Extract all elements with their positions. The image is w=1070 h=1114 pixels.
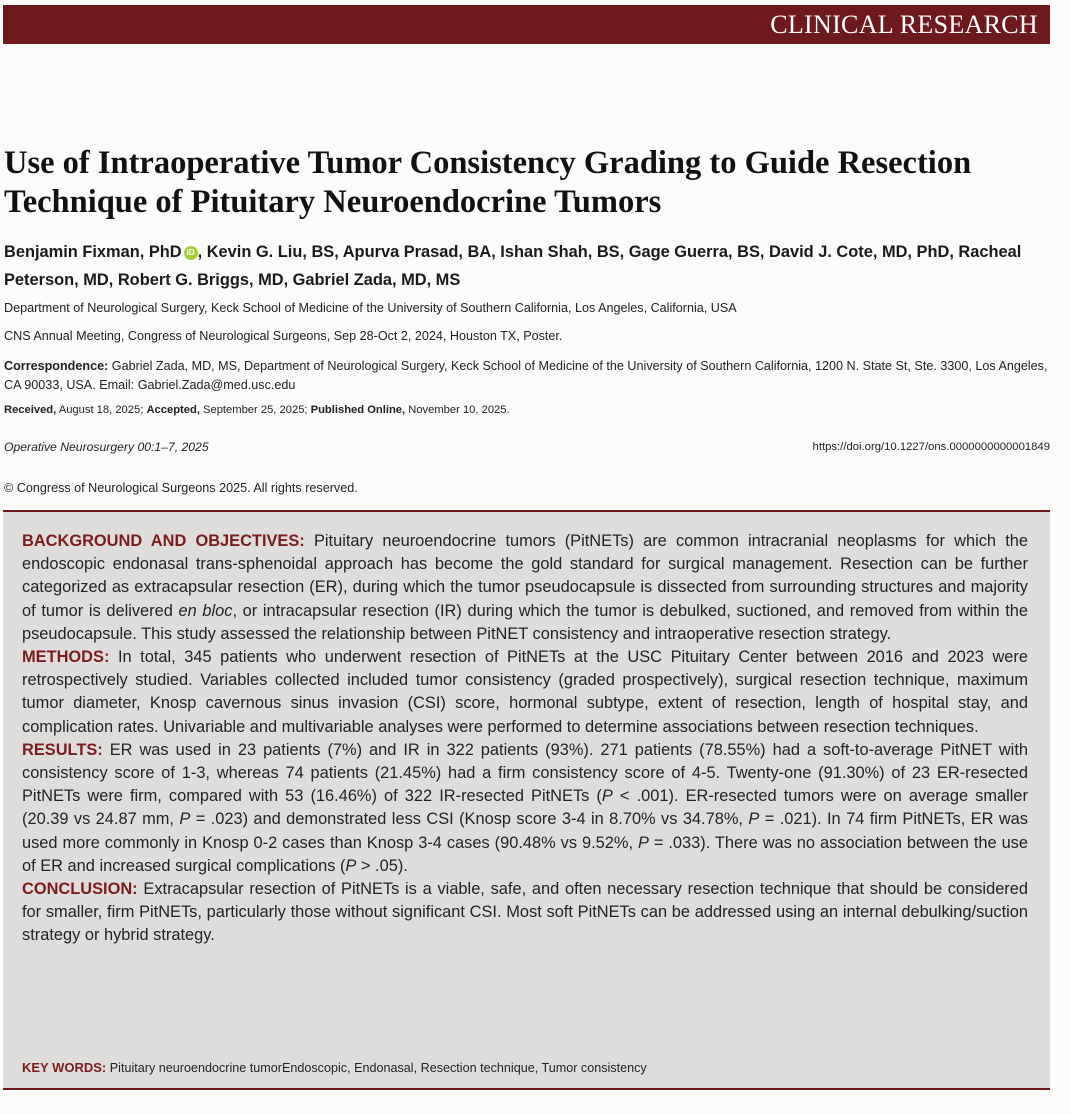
publication-dates — [4, 404, 510, 416]
p-value-symbol: P — [179, 810, 191, 829]
accepted-date: September 25, 2025; — [199, 404, 311, 416]
other-authors: , Kevin G. Liu, BS, Apurva Prasad, BA, Ishan Shah, BS, Gage Guerra, BS, David J. Cote, MD, PhD, Racheal Peterson, MD, Robert G. Briggs, MD, Gabriel Zada, MD, MS — [4, 243, 1022, 289]
correspondence-text: Gabriel Zada, MD, MS, Department of Neurological Surgery, Keck School of Medicine of the University of Southern California, 1200 N. State St, Ste. 3300, Los Angeles, CA 90033, USA. Email: Gabriel.Zada@med.usc.edu — [4, 359, 1048, 392]
received-label: Received, — [4, 404, 57, 416]
keywords — [22, 1060, 1028, 1075]
published-date: November 10, 2025. — [405, 404, 510, 416]
article-title: Use of Intraoperative Tumor Consistency Grading to Guide Resection Technique of Pituitary Neuroendocrine Tumors — [4, 145, 972, 220]
background-text-cont: , or intracapsular resection (IR) during which the tumor is debulked, suctioned, and removed from within the pseudocapsule. This study assessed the relationship between PitNET consistency and intraoperative resection strategy. — [22, 601, 1028, 643]
results-text: ER was used in 23 patients (7%) and IR in 322 patients (93%). 271 patients (78.55%) had a soft-to-average PitNET with consistency score of 1-3, whereas 74 patients (21.45%) had a firm consistency score of 4-5. Twenty-one (91.30%) of 23 ER-resected PitNETs were firm, compared with 53 (16.46%) of 322 IR-resected PitNETs ( — [22, 740, 1028, 806]
abstract-body — [22, 530, 1028, 948]
meeting-note: CNS Annual Meeting, Congress of Neurological Surgeons, Sep 28-Oct 2, 2024, Houston TX, Poster. — [4, 329, 563, 343]
background-label: BACKGROUND AND OBJECTIVES: — [22, 532, 305, 550]
doi-link[interactable]: https://doi.org/10.1227/ons.0000000000001849 — [812, 441, 1050, 453]
background-emphasis: en bloc — [178, 601, 233, 620]
methods-text: In total, 345 patients who underwent resection of PitNETs at the USC Pituitary Center between 2016 and 2023 were retrospectively studied. Variables collected included tumor consistency (graded prospectively), surgical resection technique, maximum tumor diameter, Knosp cavernous sinus invasion (CSI) score, hormonal subtype, extent of resection, length of hospital stay, and complication rates. Univariable and multivariable analyses were performed to determine associations between resection techniques. — [22, 648, 1028, 736]
correspondence — [4, 357, 1049, 394]
published-label: Published Online, — [310, 404, 406, 416]
conclusion-label: CONCLUSION: — [22, 880, 138, 899]
p-value-symbol: P — [601, 787, 613, 806]
affiliation: Department of Neurological Surgery, Keck School of Medicine of the University of Southern California, Los Angeles, California, USA — [4, 301, 737, 315]
received-date: August 18, 2025; — [56, 404, 147, 416]
keywords-label: KEY WORDS: — [22, 1060, 107, 1075]
accepted-label: Accepted, — [146, 404, 200, 416]
abstract-box — [3, 510, 1050, 1090]
results-text: = .033). There was no association between the use of ER and increased surgical complications ( — [22, 833, 1028, 875]
section-banner — [3, 5, 1050, 44]
conclusion-text: Extracapsular resection of PitNETs is a viable, safe, and often necessary resection technique that should be considered for smaller, firm PitNETs, particularly those without significant CSI. Most soft PitNETs can be addressed using an internal debulking/suction strategy or hybrid strategy. — [22, 880, 1028, 945]
orcid-icon[interactable]: iD — [184, 246, 198, 260]
results-text: = .021). In 74 firm PitNETs, ER was used more commonly in Knosp 0-2 cases than Knosp 3-4 cases (90.48% vs 9.52%, — [22, 810, 1028, 852]
p-value-symbol: P — [637, 833, 649, 852]
keywords-text: Pituitary neuroendocrine tumorEndoscopic, Endonasal, Resection technique, Tumor consistency — [106, 1061, 647, 1075]
p-value-symbol: P — [345, 856, 357, 875]
background-text: Pituitary neuroendocrine tumors (PitNETs) are common intracranial neoplasms for which the endoscopic endonasal trans-sphenoidal approach has become the gold standard for surgical management. Resection can be further categorized as extracapsular resection (ER), during which the tumor pseudocapsule is dissected from surrounding structures and majority of tumor is delivered — [22, 532, 1029, 620]
author-list — [4, 238, 1054, 294]
abstract-background — [22, 530, 1028, 646]
results-label: RESULTS: — [22, 740, 103, 759]
p-value-symbol: P — [748, 810, 760, 829]
journal-citation: Operative Neurosurgery 00:1–7, 2025 — [4, 440, 209, 454]
copyright: © Congress of Neurological Surgeons 2025. All rights reserved. — [4, 481, 358, 495]
results-text: > .05). — [356, 856, 408, 875]
results-text: < .001). ER-resected tumors were on average smaller (20.39 vs 24.87 mm, — [22, 787, 1029, 829]
abstract-conclusion — [22, 878, 1028, 948]
abstract-methods — [22, 646, 1028, 739]
first-author: Benjamin Fixman, PhD — [4, 243, 182, 261]
methods-label: METHODS: — [22, 648, 110, 667]
correspondence-label: Correspondence: — [4, 359, 109, 373]
results-text: = .023) and demonstrated less CSI (Knosp score 3-4 in 8.70% vs 34.78%, — [190, 810, 749, 829]
abstract-results — [22, 739, 1028, 878]
section-label: CLINICAL RESEARCH — [770, 10, 1038, 39]
